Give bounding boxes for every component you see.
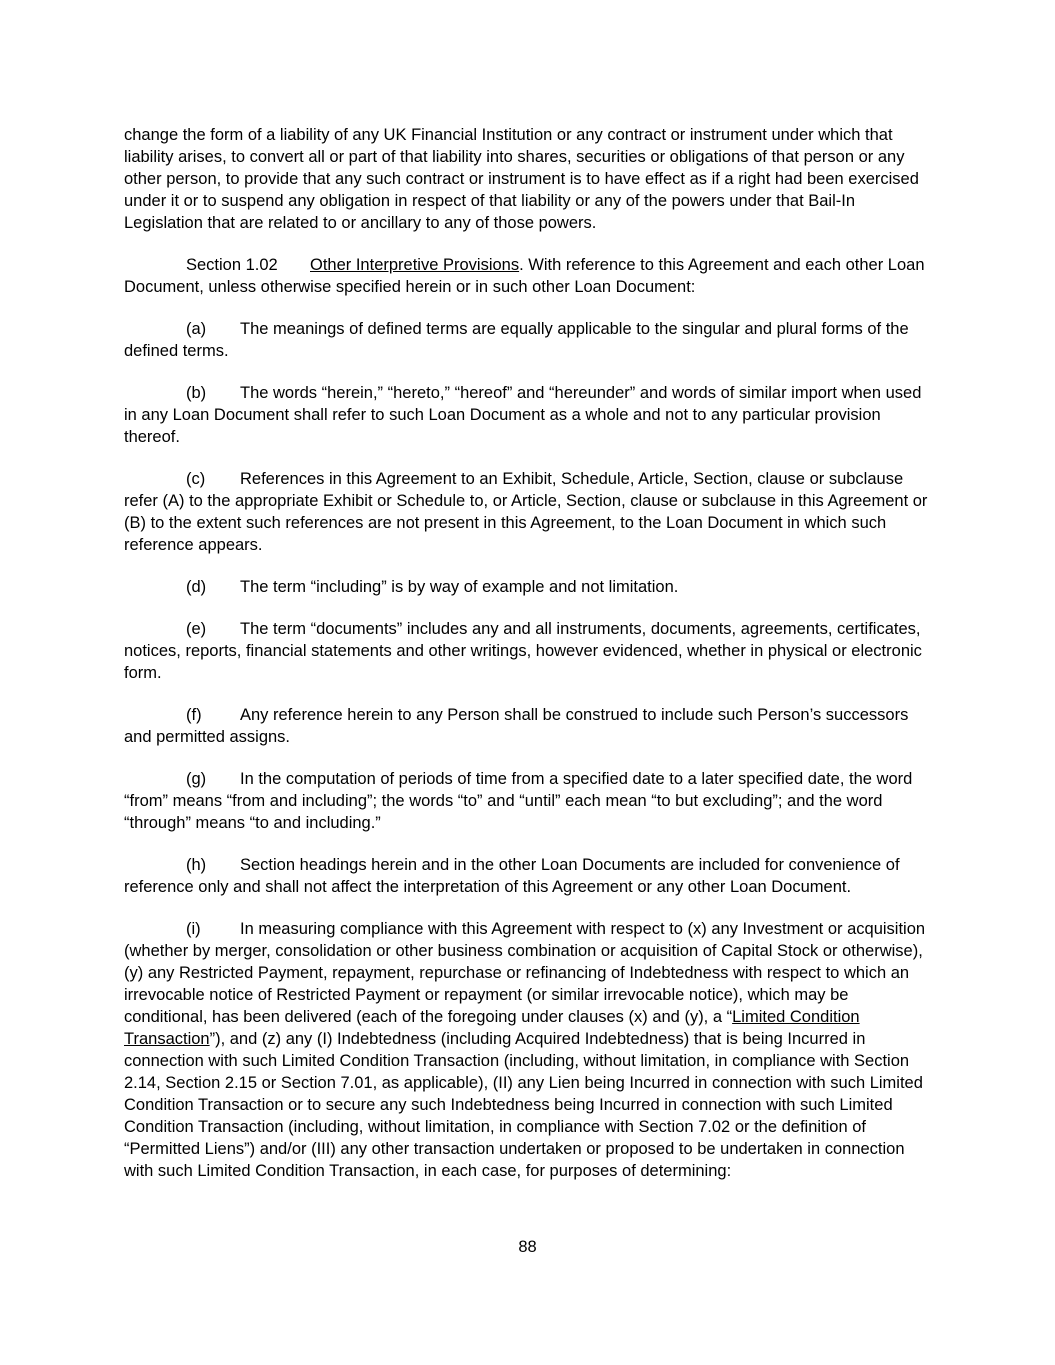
item-f-text: Any reference herein to any Person shall be construed to include such Person’s successors and permitted assigns. bbox=[124, 706, 909, 746]
item-c-label: (c) bbox=[186, 470, 206, 488]
continuation-paragraph: change the form of a liability of any UK Financial Institution or any contract or instrument under which that liability arises, to convert all or part of that liability into shares, securities or obligations of that person or any other person, to provide that any such contract or instrument is to have effect as if a right had been exercised under it or to suspend any obligation in respect of that liability or any of the powers under that Bail-In Legislation that are related to or ancillary to any of those powers. bbox=[124, 126, 919, 232]
section-title: Other Interpretive Provisions bbox=[310, 256, 520, 274]
item-d-label: (d) bbox=[186, 578, 207, 596]
item-a-label: (a) bbox=[186, 320, 207, 338]
document-body bbox=[124, 124, 934, 1202]
item-b-label: (b) bbox=[186, 384, 207, 402]
section-intro: . With reference to this Agreement and each other Loan Document, unless otherwise specified herein or in such other Loan Document: bbox=[124, 256, 925, 296]
item-e-text: The term “documents” includes any and all instruments, documents, agreements, certificates, notices, reports, financial statements and other writings, however evidenced, whether in physical or electronic form. bbox=[124, 620, 922, 682]
item-e-label: (e) bbox=[186, 620, 207, 638]
item-g-label: (g) bbox=[186, 770, 207, 788]
item-a-text: The meanings of defined terms are equally applicable to the singular and plural forms of the defined terms. bbox=[124, 320, 909, 360]
item-i-label: (i) bbox=[186, 920, 201, 938]
item-h bbox=[124, 854, 934, 898]
item-i bbox=[124, 918, 934, 1182]
item-i-text-after: ”), and (z) any (I) Indebtedness (including Acquired Indebtedness) that is being Incurred in connection with such Limited Condition Transaction (including, without limitation, in compliance with Section 2.14, Section 2.15 or Section 7.01, as applicable), (II) any Lien being Incurred in connection with such Limited Condition Transaction or to secure any such Indebtedness being Incurred in connection with such Limited Condition Transaction (including, without limitation, in compliance with Section 7.02 or the definition of “Permitted Liens”) and/or (III) any other transaction undertaken or proposed to be undertaken in connection with such Limited Condition Transaction, in each case, for purposes of determining: bbox=[124, 1030, 923, 1180]
item-h-label: (h) bbox=[186, 856, 207, 874]
item-a bbox=[124, 318, 934, 362]
item-b bbox=[124, 382, 934, 448]
item-f-label: (f) bbox=[186, 706, 202, 724]
item-g-text: In the computation of periods of time from a specified date to a later specified date, the word “from” means “from and including”; the words “to” and “until” each mean “to but excluding”; and the word “through” means “to and including.” bbox=[124, 770, 913, 832]
defined-term-limited-condition-transaction: Limited Condition Transaction bbox=[124, 1008, 860, 1048]
item-f bbox=[124, 704, 934, 748]
item-i-text-before: In measuring compliance with this Agreement with respect to (x) any Investment or acquisition (whether by merger, consolidation or other business combination or acquisition of Capital Stock or otherwise), (y) any Restricted Payment, repayment, repurchase or refinancing of Indebtedness with respect to which an irrevocable notice of Restricted Payment or repayment (or similar irrevocable notice), which may be conditional, has been delivered (each of the foregoing under clauses (x) and (y), a “ bbox=[124, 920, 926, 1026]
item-d bbox=[124, 576, 934, 598]
page-number: 88 bbox=[518, 1238, 537, 1256]
item-b-text: The words “herein,” “hereto,” “hereof” and “hereunder” and words of similar import when used in any Loan Document shall refer to such Loan Document as a whole and not to any particular provision thereof. bbox=[124, 384, 922, 446]
item-c bbox=[124, 468, 934, 556]
item-d-text: The term “including” is by way of example and not limitation. bbox=[240, 578, 679, 596]
section-number: Section 1.02 bbox=[186, 256, 278, 274]
section-1-02-paragraph bbox=[124, 254, 934, 298]
item-e bbox=[124, 618, 934, 684]
item-c-text: References in this Agreement to an Exhibit, Schedule, Article, Section, clause or subclause refer (A) to the appropriate Exhibit or Schedule to, or Article, Section, clause or subclause in this Agreement or (B) to the extent such references are not present in this Agreement, to the Loan Document in which such reference appears. bbox=[124, 470, 928, 554]
item-g bbox=[124, 768, 934, 834]
item-h-text: Section headings herein and in the other Loan Documents are included for convenience of reference only and shall not affect the interpretation of this Agreement or any other Loan Document. bbox=[124, 856, 900, 896]
